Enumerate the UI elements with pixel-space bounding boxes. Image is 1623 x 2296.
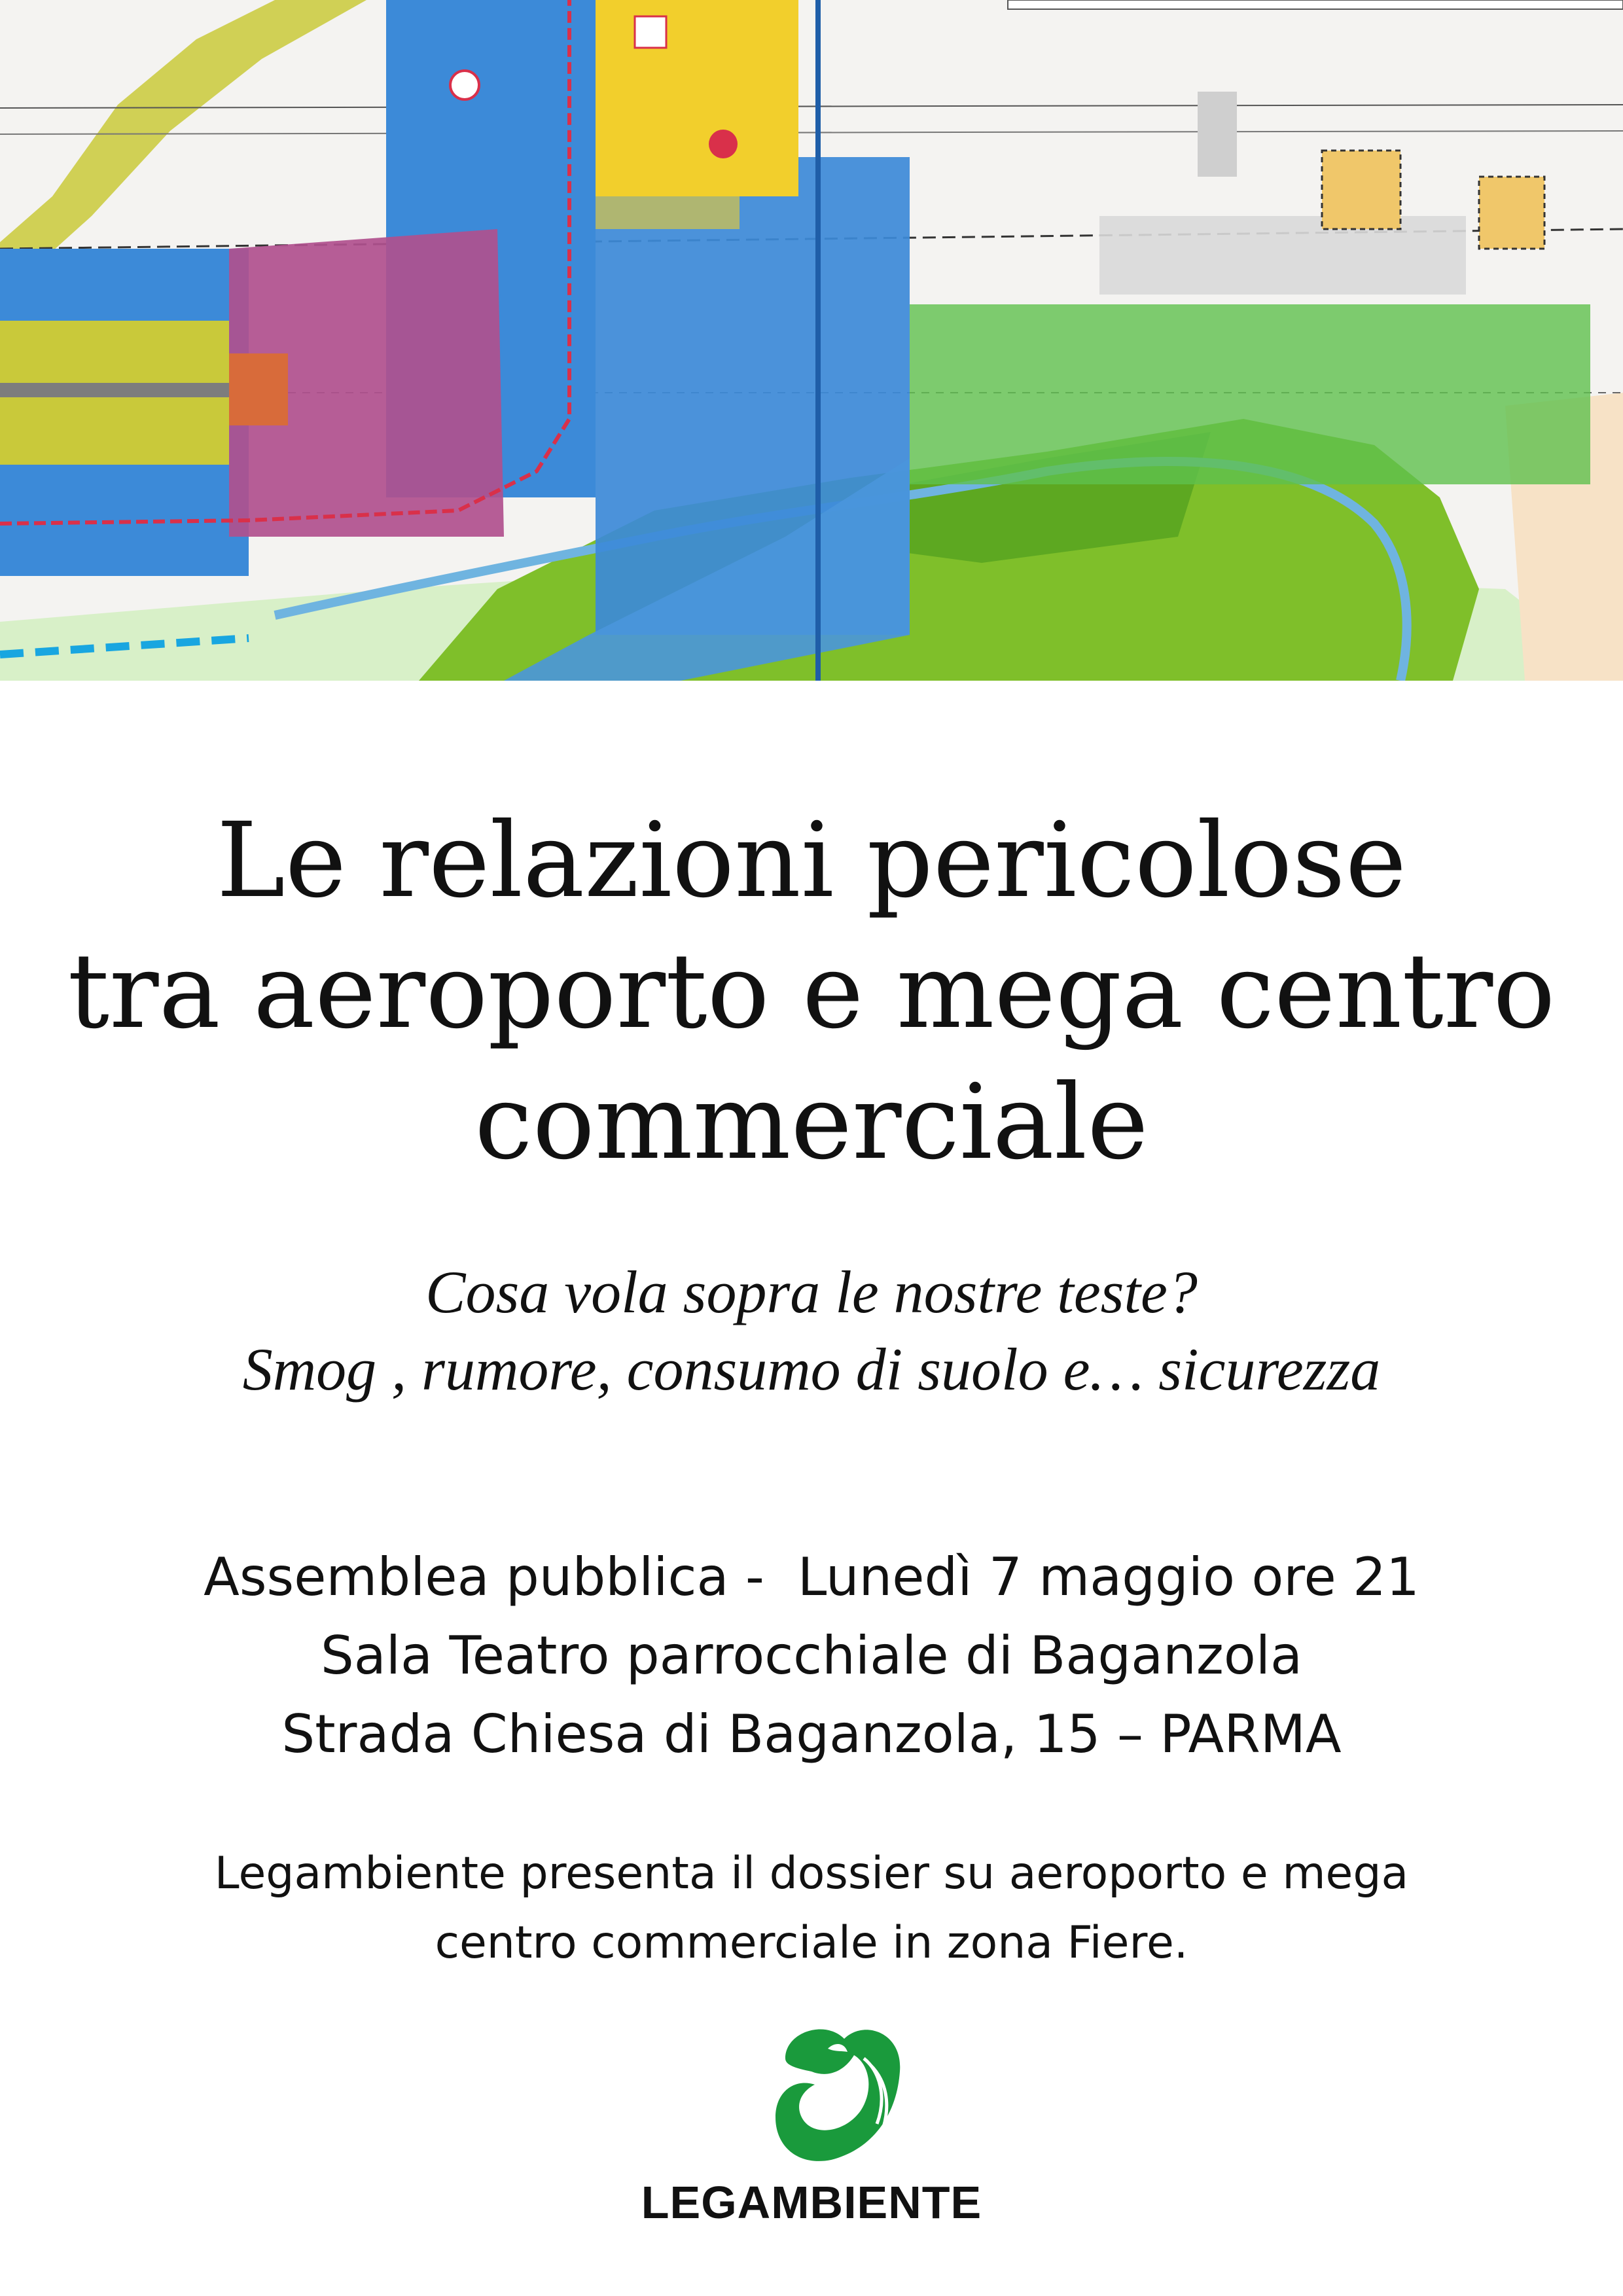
description-line-2: centro commerciale in zona Fiere. [435, 1917, 1188, 1969]
poster-title [0, 795, 1623, 1188]
swan-logo-icon [766, 2019, 910, 2176]
description-line-1: Legambiente presenta il dossier su aeroporto e mega [214, 1848, 1409, 1899]
event-venue-line: Sala Teatro parrocchiale di Baganzola [320, 1625, 1303, 1686]
subtitle-line-2: Smog , rumore, consumo di suolo e… sicurezza [242, 1336, 1381, 1403]
poster-subtitle [0, 1253, 1623, 1408]
title-line-3: commerciale [474, 1062, 1149, 1183]
event-description [0, 1839, 1623, 1978]
subtitle-line-1: Cosa vola sopra le nostre teste? [425, 1259, 1198, 1325]
event-address-line: Strada Chiesa di Baganzola, 15 – PARMA [281, 1704, 1342, 1765]
title-line-1: Le relazioni pericolose [216, 800, 1407, 921]
header-map-image [0, 0, 1623, 681]
legambiente-wordmark: LEGAMBIENTE [641, 2177, 982, 2228]
event-details [0, 1538, 1623, 1774]
title-line-2: tra aeroporto e mega centro [67, 931, 1556, 1052]
event-date-line: Assemblea pubblica - Lunedì 7 maggio ore 21 [204, 1547, 1419, 1607]
